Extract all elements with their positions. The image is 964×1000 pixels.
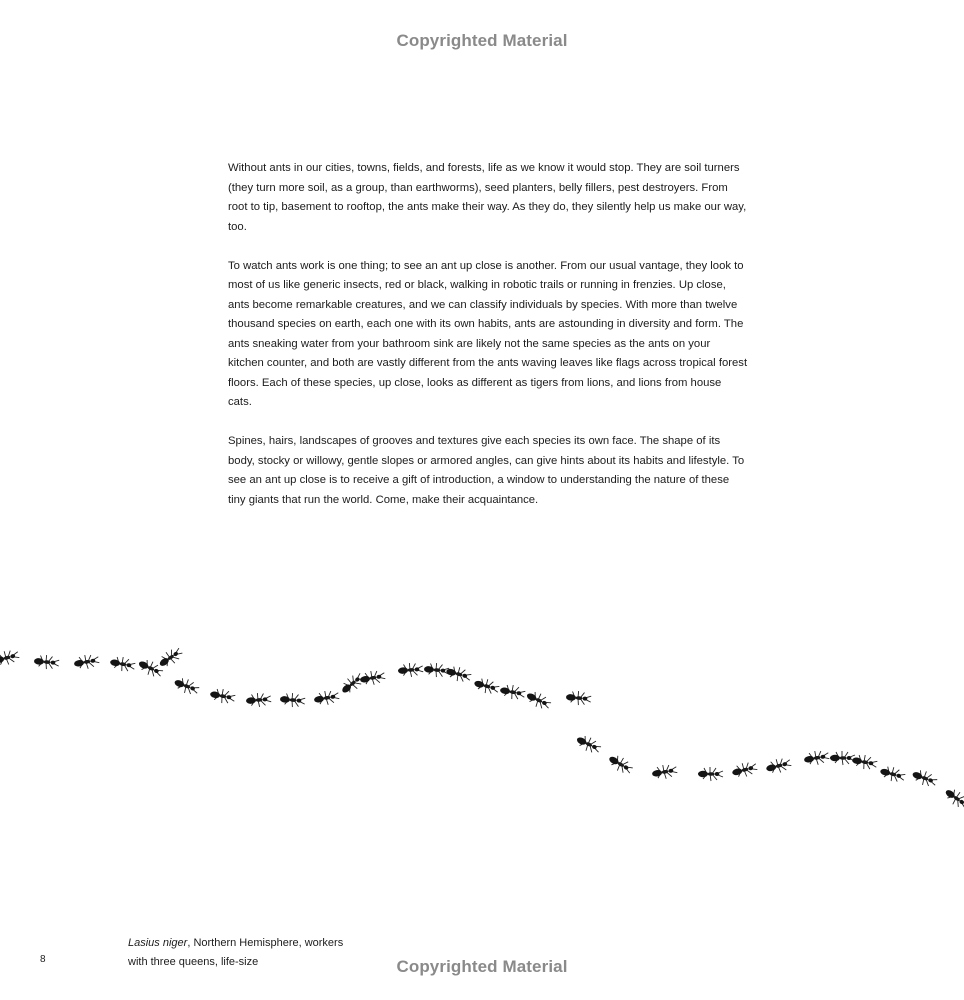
- paragraph-2: To watch ants work is one thing; to see an ant up close is another. From our usual vantage, they look to most of us like generic insects, red or black, walking in robotic trails or running in frenzies. Up close, ants become remarkable creatures, and we can classify individuals by species. With more than twelve thousand species on earth, each one with its own habits, ants are astounding in diversity and form. The ants sneaking water from your bathroom sink are likely not the same species as the ants on your kitchen counter, and both are vastly different from the ants waving leaves like flags across tropical forest floors. Each of these species, up close, looks as different as tigers from lions, and lions from house cats.: [228, 259, 748, 408]
- body-text: [228, 159, 748, 530]
- watermark-bottom: Copyrighted Material: [396, 957, 568, 976]
- ant-icon: [765, 756, 793, 776]
- ant-icon: [445, 664, 473, 684]
- ant-icon: [136, 657, 165, 680]
- ant-icon: [397, 662, 423, 678]
- ant-icon: [731, 760, 759, 780]
- ant-icon: [109, 655, 136, 673]
- caption-line-2: with three queens, life-size: [128, 956, 259, 968]
- caption-line-1: [128, 934, 343, 953]
- ant-icon: [851, 753, 878, 771]
- ant-icon: [524, 689, 553, 712]
- ant-trail-image: [0, 630, 964, 820]
- ant-icon: [499, 683, 526, 701]
- ant-icon: [209, 687, 236, 705]
- ant-icon: [279, 692, 305, 708]
- caption-rest: , Northern Hemisphere, workers: [187, 937, 344, 949]
- ant-icon: [830, 751, 855, 765]
- ant-icon: [73, 653, 100, 671]
- paragraph-1: Without ants in our cities, towns, fields, and forests, life as we know it would stop. They are soil turners (they turn more soil, as a group, than earthworms), seed planters, belly fillers, pest destroyers. From root to tip, basement to rooftop, the ants make their way. As they do, they silently help us make our way, too.: [228, 162, 747, 233]
- ant-icon: [359, 669, 386, 687]
- ant-icon: [0, 648, 20, 668]
- ant-icon: [172, 675, 200, 697]
- ant-icon: [156, 645, 185, 671]
- ant-icon: [245, 692, 271, 708]
- ant-icon: [803, 749, 830, 767]
- ant-icon: [698, 767, 723, 781]
- ant-icon: [879, 764, 907, 784]
- ant-icon: [473, 676, 501, 696]
- ant-icon: [565, 690, 591, 706]
- ant-icon: [574, 733, 603, 756]
- ant-icon: [942, 785, 964, 811]
- ant-icon: [651, 763, 678, 781]
- watermark-top: Copyrighted Material: [396, 31, 568, 50]
- paragraph-3: Spines, hairs, landscapes of grooves and textures give each species its own face. The shape of its body, stocky or willowy, gentle slopes or armored angles, can give hints about its habits and lifestyle. To see an ant up close is to receive a gift of introduction, a window to understanding the nature of these tiny giants that run the world. Come, make their acquaintance.: [228, 435, 745, 506]
- page-number: 8: [40, 954, 46, 965]
- ant-icon: [313, 689, 340, 707]
- ant-icon: [33, 654, 59, 670]
- ant-icon: [338, 670, 366, 697]
- ant-icon: [423, 662, 449, 678]
- ant-icon: [606, 752, 635, 777]
- ant-icon: [910, 767, 938, 789]
- caption-species: Lasius niger: [128, 937, 188, 949]
